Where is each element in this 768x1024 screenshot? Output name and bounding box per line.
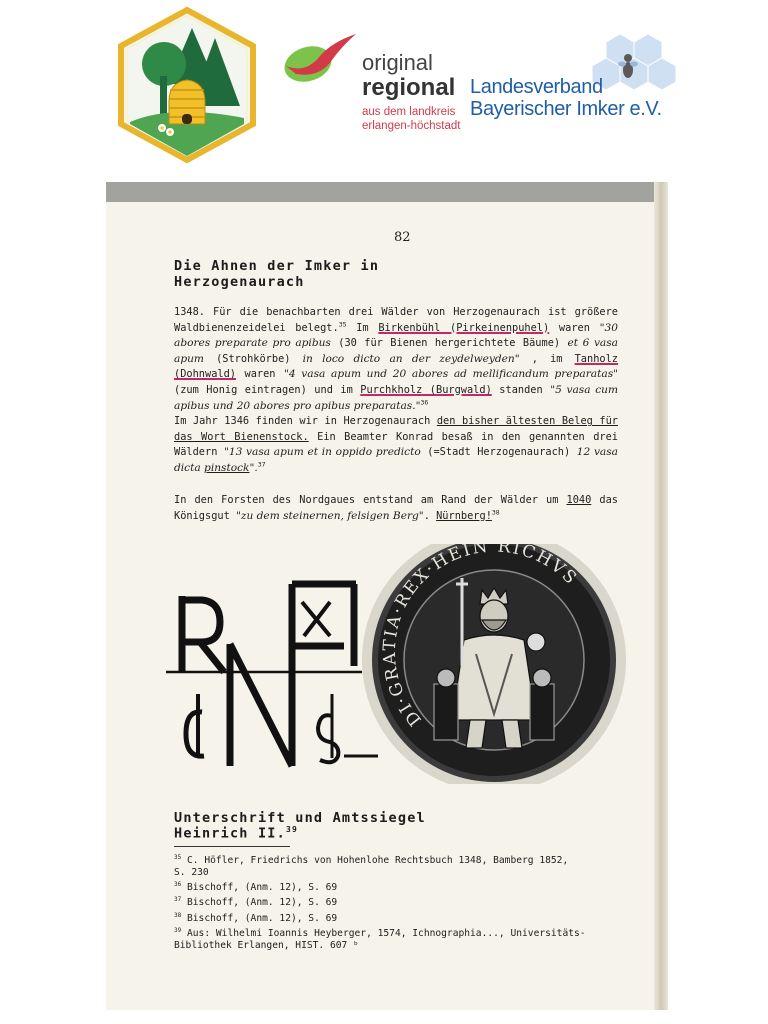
original-regional-swoosh-icon xyxy=(282,30,362,90)
landesverband-line-1: Landesverband xyxy=(470,76,603,98)
landesverband-line-2: Bayerischer Imker e.V. xyxy=(470,98,662,120)
underlined-tanholz: Tanholz (Dohnwald) xyxy=(174,352,618,381)
figure-caption-line-1: Unterschrift und Amtssiegel xyxy=(174,810,426,826)
footnote-39-cont: Bibliothek Erlangen, HIST. 607 ᵇ xyxy=(174,939,359,951)
original-word: original xyxy=(362,50,433,75)
original-regional-subline-2: erlangen-höchstadt xyxy=(362,120,461,132)
paragraph-1346-bienenstock: Im Jahr 1346 finden wir in Herzogenaurach den bisher ältesten Beleg für das Wort Bienenstock. Ein Beamter Konrad besaß in den genannten drei Wäldern "13 vasa apum et in oppido predicto (=Stadt Herzogenaurach) 12 vasa dicta pinstock".$^{37}$ xyxy=(174,415,619,474)
section-heading-line-1: Die Ahnen der Imker in xyxy=(174,258,380,274)
figure-caption-line-2: Heinrich II.$^{39}$ xyxy=(174,825,298,842)
regional-word: regional xyxy=(362,74,456,101)
footnote-ref-39: 39 xyxy=(285,825,298,834)
underlined-pinstock: pinstock xyxy=(204,461,250,474)
underlined-1040: 1040 xyxy=(566,494,592,506)
page-number: 82 xyxy=(394,230,411,245)
body-text xyxy=(174,305,618,477)
paragraph-nuernberg: In den Forsten des Nordgaues entstand am Rand der Wälder um 1040 das Königsgut "zu dem steinernen, felsigen Berg". Nürnberg!$^{38}$ xyxy=(174,494,618,522)
beehive-hexagon-logo xyxy=(112,6,262,164)
underlined-birkenbuehl: Birkenbühl (Pirkeinenpuhel) xyxy=(378,321,550,334)
footnote-39: $^{39}$ Aus: Wilhelmi Ioannis Heyberger, 1574, Ichnographia..., Universitäts- xyxy=(174,926,586,939)
footnote-ref-37: 37 xyxy=(257,460,266,469)
section-heading-line-2: Herzogenaurach xyxy=(174,274,305,290)
footnote-ref-35: 35 xyxy=(338,320,347,329)
scanned-book-page xyxy=(106,182,668,1010)
underlined-purchkholz: Purchkholz (Burgwald) xyxy=(360,383,492,396)
footnote-36: $^{36}$ Bischoff, (Anm. 12), S. 69 xyxy=(174,881,338,894)
original-regional-subline-1: aus dem landkreis xyxy=(362,106,456,118)
footnote-35: $^{35}$ C. Höfler, Friedrichs von Hohenlohe Rechtsbuch 1348, Bamberg 1852, xyxy=(174,854,569,867)
original-regional-logo xyxy=(282,30,462,140)
heinrich-monogram xyxy=(166,584,378,766)
footnotes xyxy=(174,852,624,952)
royal-seal xyxy=(362,544,626,784)
footnote-38: $^{38}$ Bischoff, (Anm. 12), S. 69 xyxy=(174,911,338,924)
underlined-nuernberg: Nürnberg! xyxy=(436,509,492,522)
scan-page-edge xyxy=(654,182,668,1010)
scan-top-shadow xyxy=(106,182,668,202)
footnote-ref-36: 36 xyxy=(420,398,429,407)
underlined-oldest-evidence: den bisher ältesten Beleg für das Wort Bienenstock. xyxy=(174,415,619,443)
footnote-35-cont: S. 230 xyxy=(174,867,209,879)
footnote-divider xyxy=(174,846,290,847)
signature-and-seal-figure xyxy=(164,544,634,784)
landesverband-imker-logo xyxy=(470,38,680,128)
footnote-ref-38: 38 xyxy=(491,508,500,517)
seal-legend: DI·GRATIA·REX·HEIN RICHVS xyxy=(379,544,582,730)
footnote-37: $^{37}$ Bischoff, (Anm. 12), S. 69 xyxy=(174,896,338,909)
paragraph-1848-forests: 1348. Für die benachbarten drei Wälder von Herzogenaurach ist größere Waldbienenzeidelei belegt.$^{35}$ Im Birkenbühl (Pirkeinenpuhel) waren "30 abores preparate pro apibus (30 für Bienen hergerichtete Bäume) et 6 vasa apum (Strohkörbe) in loco dicto an der zeydelweyden" , im Tanholz (Dohnwald) waren "4 vasa apum und 20 abores ad mellificandum preparatas" (zum Honig eintragen) und im Purchkholz (Burgwald) standen "5 vasa cum apibus und 20 abores pro apibus preparatas."$^{36}$ xyxy=(174,306,619,412)
